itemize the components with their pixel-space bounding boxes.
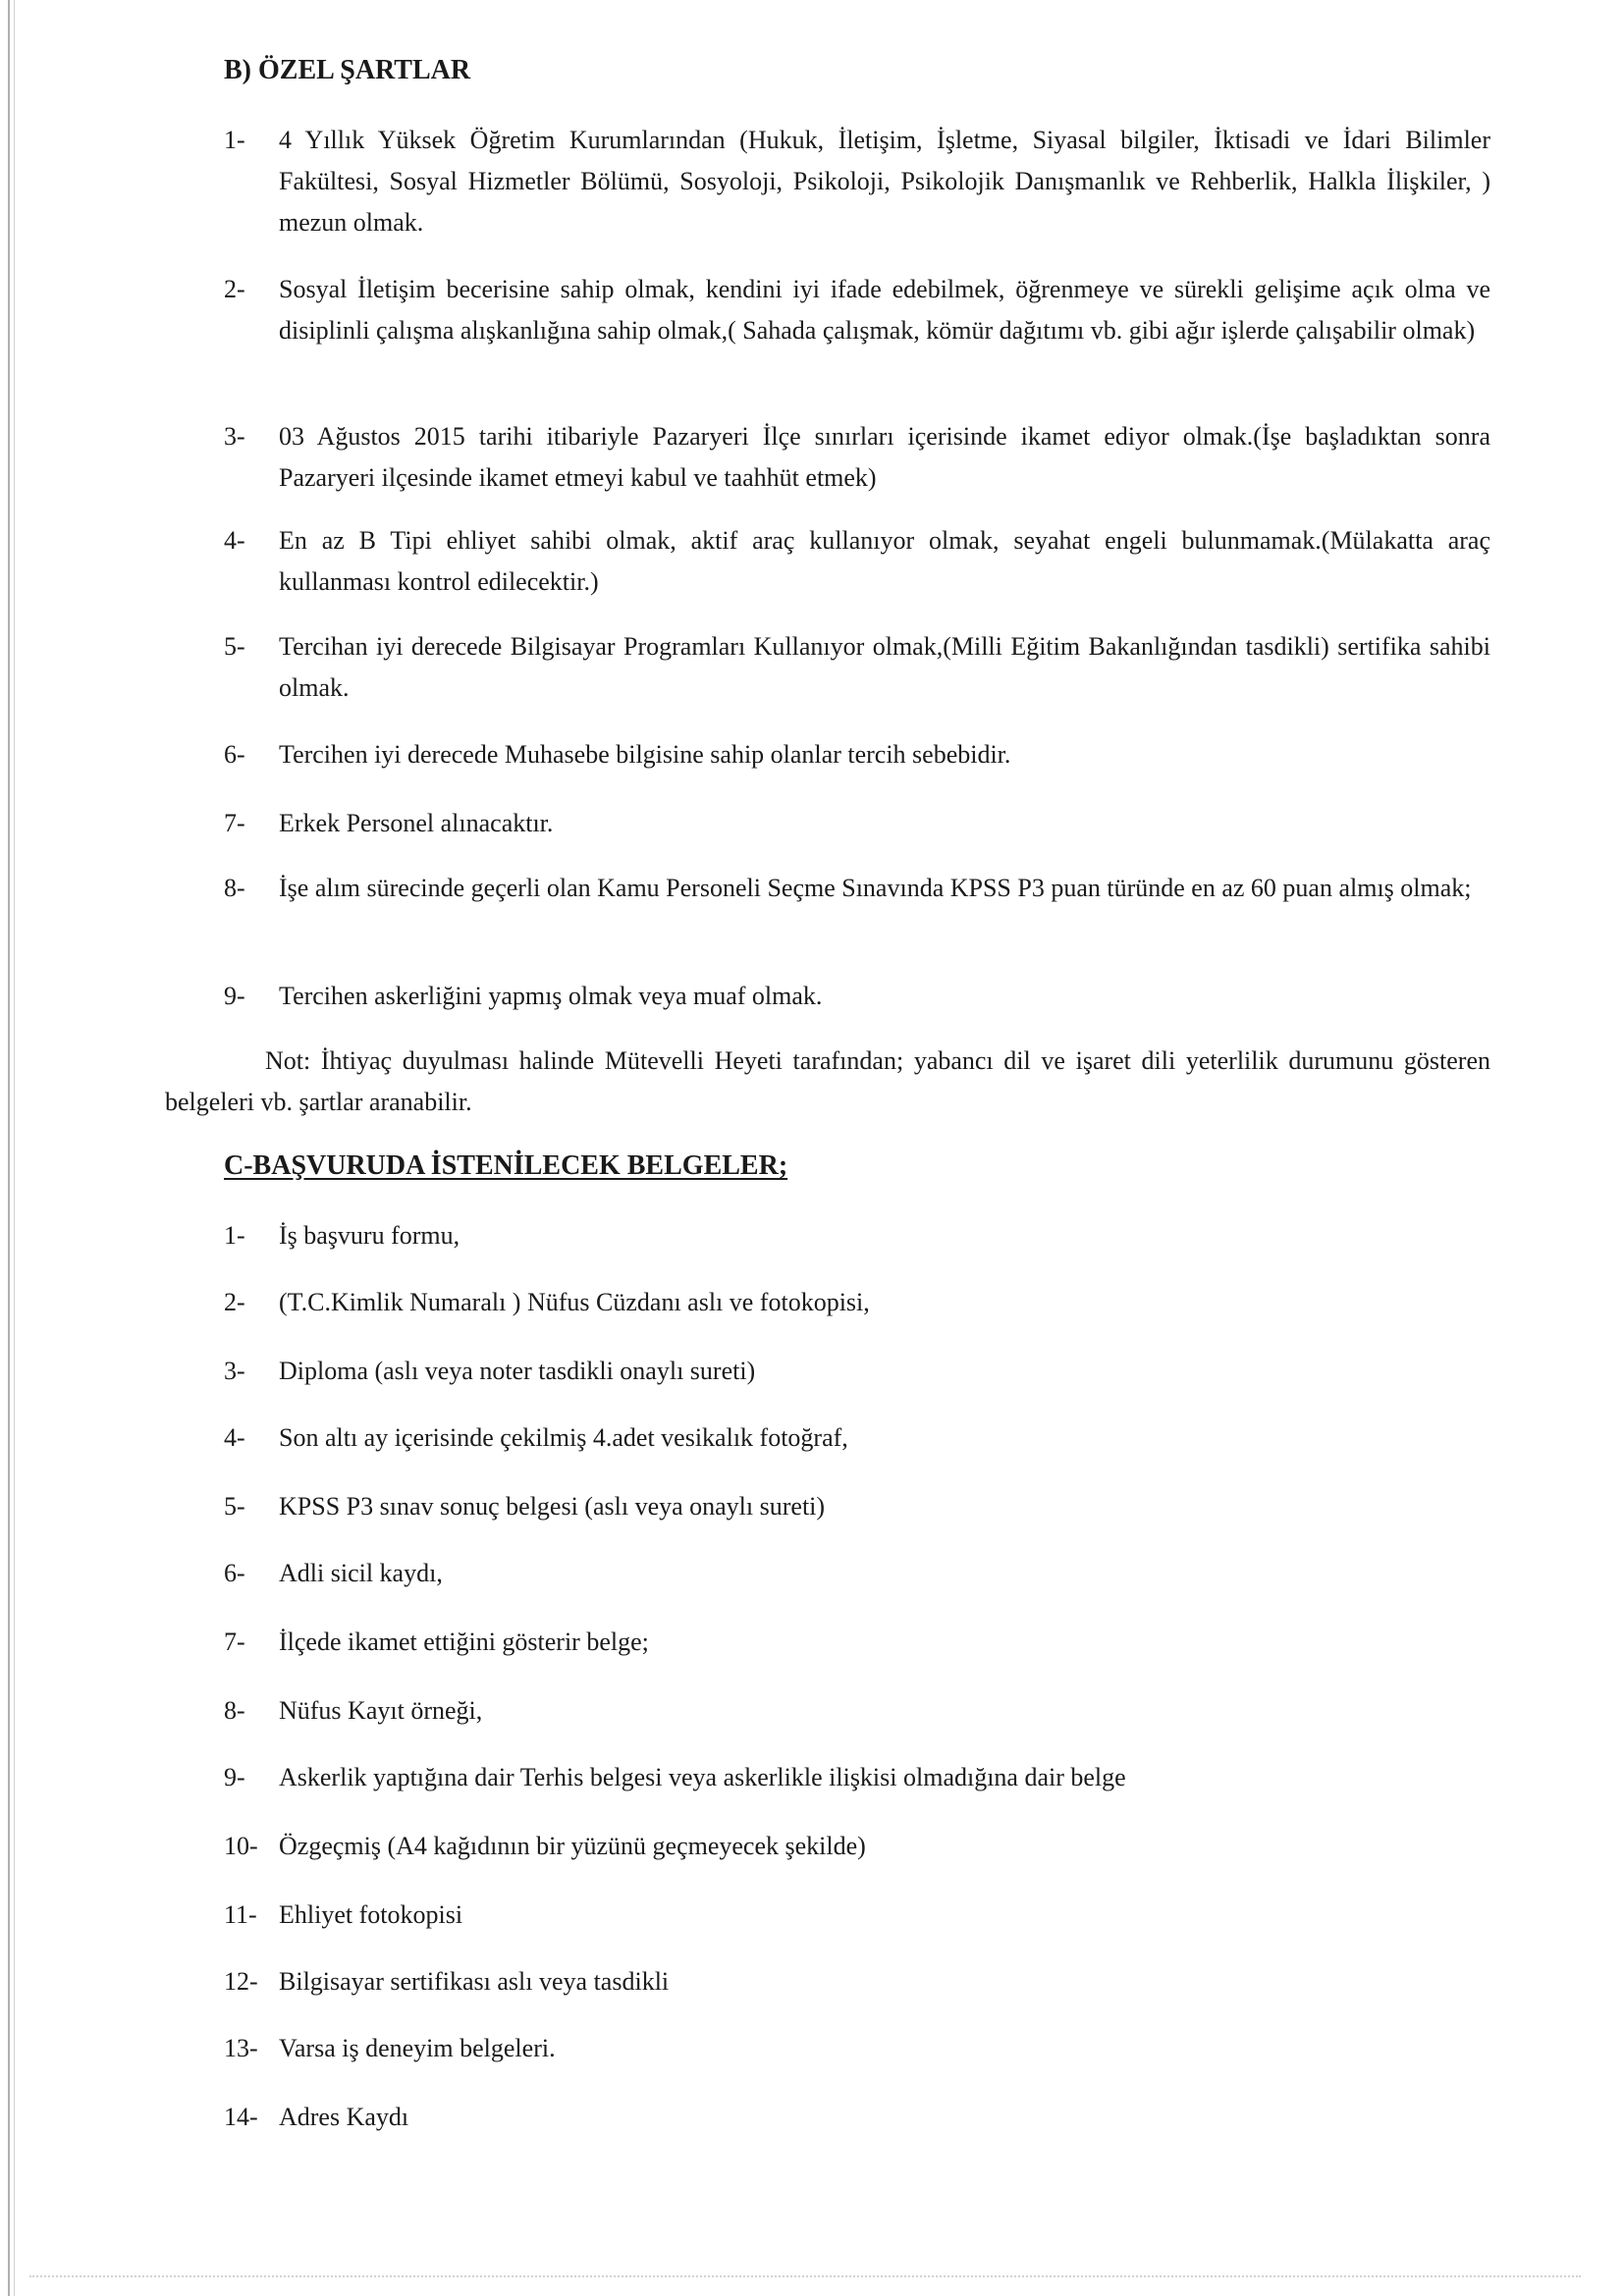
section-c-item-4 — [224, 1417, 1490, 1459]
section-b-item-4 — [224, 520, 1490, 603]
item-text: Adres Kaydı — [279, 2103, 409, 2131]
item-text: Ehliyet fotokopisi — [279, 1900, 463, 1929]
item-number: 2- — [224, 275, 245, 303]
item-number: 8- — [224, 874, 245, 902]
item-text: İş başvuru formu, — [279, 1221, 460, 1250]
section-b-item-2 — [224, 269, 1490, 351]
item-number: 1- — [224, 1221, 245, 1250]
item-text: 03 Ağustos 2015 tarihi itibariyle Pazaryeri İlçe sınırları içerisinde ikamet ediyor olmak.(İşe başladıktan sonra Pazaryeri ilçesinde ikamet etmeyi kabul ve taahhüt etmek) — [279, 422, 1490, 492]
item-text: (T.C.Kimlik Numaralı ) Nüfus Cüzdanı aslı ve fotokopisi, — [279, 1288, 870, 1316]
section-b-item-9 — [224, 976, 1490, 1017]
section-c-item-13 — [224, 2028, 1490, 2069]
item-text: İlçede ikamet ettiğini gösterir belge; — [279, 1628, 649, 1656]
section-c-item-12 — [224, 1961, 1490, 2002]
item-number: 11- — [224, 1900, 257, 1929]
section-b-item-6 — [224, 734, 1490, 775]
item-text: 4 Yıllık Yüksek Öğretim Kurumlarından (Hukuk, İletişim, İşletme, Siyasal bilgiler, İktisadi ve İdari Bilimler Fakültesi, Sosyal Hizmetler Bölümü, Sosyoloji, Psikoloji, Psikolojik Danışmanlık ve Rehberlik, Halkla İlişkiler, ) mezun olmak. — [279, 126, 1490, 237]
item-text: Tercihan iyi derecede Bilgisayar Programları Kullanıyor olmak,(Milli Eğitim Bakanlığından tasdikli) sertifika sahibi olmak. — [279, 632, 1490, 702]
item-text: Askerlik yaptığına dair Terhis belgesi veya askerlikle ilişkisi olmadığına dair belge — [279, 1763, 1126, 1791]
item-number: 12- — [224, 1967, 258, 1996]
item-text: Son altı ay içerisinde çekilmiş 4.adet vesikalık fotoğraf, — [279, 1423, 848, 1452]
item-number: 6- — [224, 740, 245, 769]
section-b-item-7 — [224, 803, 1490, 844]
item-text: Erkek Personel alınacaktır. — [279, 809, 554, 837]
item-text: Tercihen askerliğini yapmış olmak veya muaf olmak. — [279, 982, 823, 1010]
item-number: 3- — [224, 1357, 245, 1385]
section-c-item-11 — [224, 1895, 1490, 1936]
section-c-item-5 — [224, 1486, 1490, 1527]
section-c-item-2 — [224, 1282, 1490, 1323]
section-c-item-14 — [224, 2097, 1490, 2138]
item-text: Diploma (aslı veya noter tasdikli onaylı sureti) — [279, 1357, 756, 1385]
item-number: 7- — [224, 809, 245, 837]
section-b-title: B) ÖZEL ŞARTLAR — [224, 55, 471, 85]
section-c-item-8 — [224, 1690, 1490, 1732]
section-c-item-1 — [224, 1215, 1490, 1256]
item-number: 2- — [224, 1288, 245, 1316]
item-number: 4- — [224, 526, 245, 555]
item-text: Nüfus Kayıt örneği, — [279, 1696, 483, 1725]
item-text: En az B Tipi ehliyet sahibi olmak, aktif araç kullanıyor olmak, seyahat engeli bulunmamak.(Mülakatta araç kullanması kontrol edilecektir.) — [279, 526, 1490, 596]
item-text: Sosyal İletişim becerisine sahip olmak, kendini iyi ifade edebilmek, öğrenmeye ve sürekli gelişime açık olma ve disiplinli çalışma alışkanlığına sahip olmak,( Sahada çalışmak, kömür dağıtımı vb. gibi ağır işlerde çalışabilir olmak) — [279, 275, 1490, 345]
item-number: 5- — [224, 1492, 245, 1521]
item-text: Bilgisayar sertifikası aslı veya tasdikli — [279, 1967, 670, 1996]
item-text: Varsa iş deneyim belgeleri. — [279, 2034, 556, 2062]
item-number: 1- — [224, 126, 245, 154]
section-b-item-3 — [224, 416, 1490, 499]
item-number: 13- — [224, 2034, 258, 2062]
section-c-item-9 — [224, 1757, 1490, 1798]
item-text: Tercihen iyi derecede Muhasebe bilgisine sahip olanlar tercih sebebidir. — [279, 740, 1011, 769]
section-c-title: C-BAŞVURUDA İSTENİLECEK BELGELER; — [224, 1150, 788, 1181]
item-number: 9- — [224, 1763, 245, 1791]
section-c-item-6 — [224, 1553, 1490, 1594]
section-c-item-7 — [224, 1622, 1490, 1663]
item-number: 3- — [224, 422, 245, 451]
section-b-item-1 — [224, 120, 1490, 243]
item-number: 8- — [224, 1696, 245, 1725]
section-c-item-3 — [224, 1351, 1490, 1392]
item-number: 4- — [224, 1423, 245, 1452]
item-number: 9- — [224, 982, 245, 1010]
section-b-item-8 — [224, 868, 1490, 909]
section-b-item-5 — [224, 626, 1490, 709]
item-text: KPSS P3 sınav sonuç belgesi (aslı veya onaylı sureti) — [279, 1492, 826, 1521]
item-number: 10- — [224, 1832, 258, 1860]
item-number: 6- — [224, 1559, 245, 1587]
item-text: Adli sicil kaydı, — [279, 1559, 443, 1587]
item-text: Özgeçmiş (A4 kağıdının bir yüzünü geçmeyecek şekilde) — [279, 1832, 866, 1860]
item-text: İşe alım sürecinde geçerli olan Kamu Personeli Seçme Sınavında KPSS P3 puan türünde en az 60 puan almış olmak; — [279, 874, 1472, 902]
section-c-item-10 — [224, 1826, 1490, 1867]
section-b-note: Not: İhtiyaç duyulması halinde Mütevelli Heyeti tarafından; yabancı dil ve işaret dili yeterlilik durumunu gösteren belgeleri vb. şartlar aranabilir. — [165, 1046, 1490, 1116]
item-number: 7- — [224, 1628, 245, 1656]
item-number: 14- — [224, 2103, 258, 2131]
item-number: 5- — [224, 632, 245, 661]
